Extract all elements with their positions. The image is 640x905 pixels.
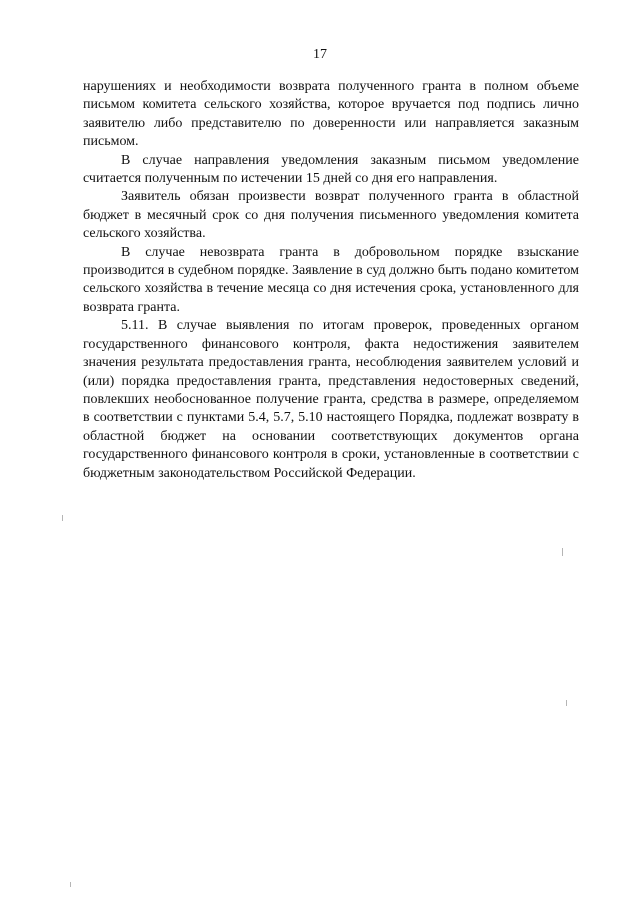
paragraph-registered-mail-notice: В случае направления уведомления заказным письмом уведомление считается полученным по истечении 15 дней со дня его направления. <box>83 152 579 187</box>
paragraph-court-recovery: В случае невозврата гранта в добровольном порядке взыскание производится в судебном порядке. Заявление в суд должно быть подано комитетом сельского хозяйства в течение месяца со дня истечения срока, установленного для возврата гранта. <box>83 244 579 315</box>
page-number: 17 <box>313 47 327 62</box>
paragraph-continuation: нарушениях и необходимости возврата полученного гранта в полном объеме письмом комитета сельского хозяйства, которое вручается под подпись лично заявителю либо представителю по доверенности или направляется заказным письмом. <box>83 79 579 150</box>
paragraph-5-11: 5.11. В случае выявления по итогам проверок, проведенных органом государственного финансового контроля, факта недостижения заявителем значения результата предоставления гранта, несоблюдения заявителем условий и (или) порядка предоставления гранта, представления недостоверных сведений, повлекших необоснованное получение гранта, средства в размере, определяемом в соответствии с пунктами 5.4, 5.7, 5.10 настоящего Порядка, подлежат возврату в областной бюджет на основании соответствующих документов органа государственного финансового контроля в сроки, установленные в соответствии с бюджетным законодательством Российской Федерации. <box>83 318 579 481</box>
paragraph-applicant-obligation: Заявитель обязан произвести возврат полученного гранта в областной бюджет в месячный срок со дня получения письменного уведомления комитета сельского хозяйства. <box>83 189 579 242</box>
document-body <box>83 78 579 483</box>
